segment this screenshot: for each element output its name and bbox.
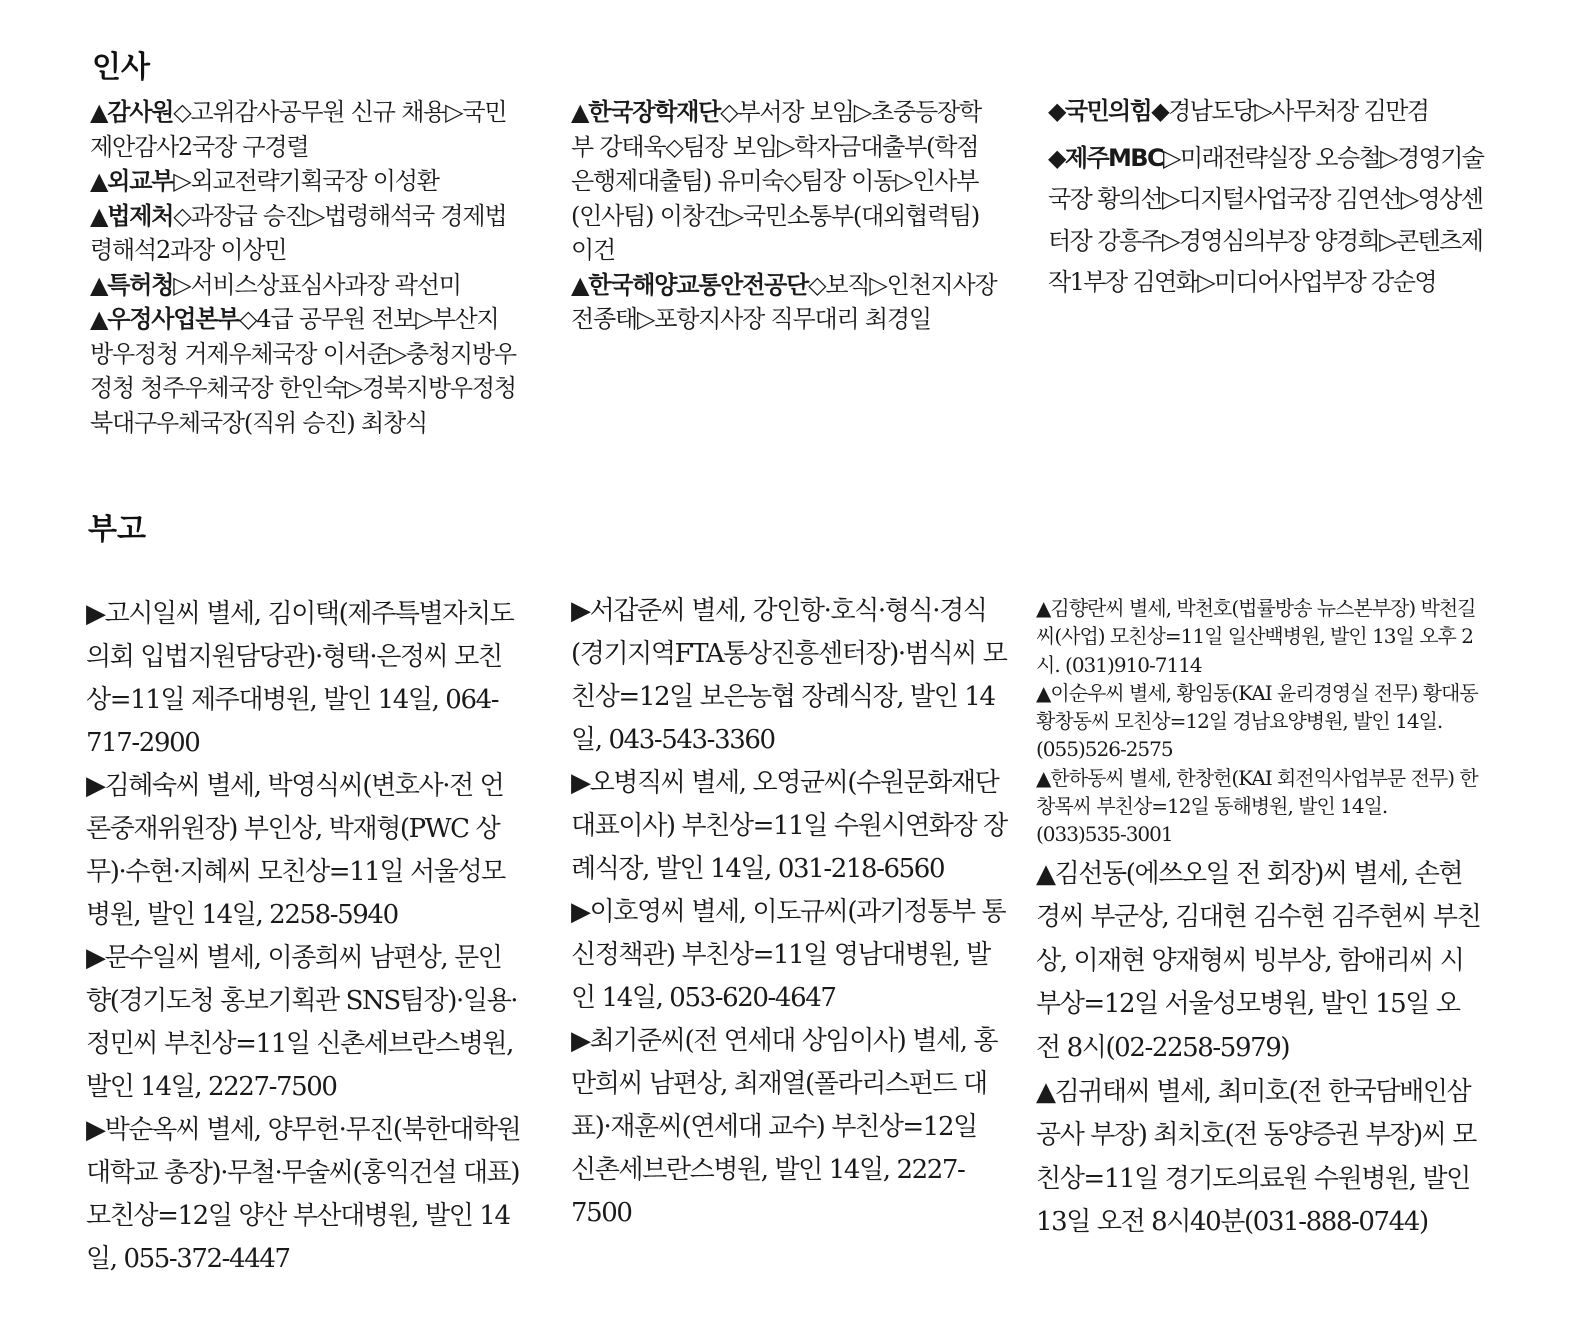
entry-text: ▷서비스상표심사과장 곽선미: [173, 270, 461, 299]
obituary-entry: ▶문수일씨 별세, 이종희씨 남편상, 문인향(경기도청 홍보기획관 SNS팀장)·일용·정민씨 부친상=11일 신촌세브란스병원, 발인 14일, 2227-7500: [86, 943, 518, 1102]
org-name: 한국해양교통안전공단: [588, 270, 809, 299]
personnel-column-3: [1048, 91, 1488, 309]
personnel-column-2: [571, 95, 999, 337]
personnel-entry: ▲감사원◇고위감사공무원 신규 채용▷국민제안감사2국장 구경렬: [90, 98, 507, 161]
entry-text: ▷외교전략기획국장 이성환: [173, 167, 439, 195]
obituary-entry: ▶이호영씨 별세, 이도규씨(과기정통부 통신정책관) 부친상=11일 영남대병원, 발인 14일, 053-620-4647: [571, 897, 1006, 1013]
obituary-entry: ▲김선동(에쓰오일 전 회장)씨 별세, 손현경씨 부군상, 김대현 김수현 김주현씨 부친상, 이재현 양재형씨 빙부상, 함애리씨 시부상=12일 서울성모병원, 발인 15일 오전 8시(02-2258-5979): [1036, 858, 1481, 1064]
personnel-entry: ◆제주MBC▷미래전략실장 오승철▷경영기술국장 황의선▷디지털사업국장 김연선▷영상센터장 강흥주▷경영심의부장 양경희▷콘텐츠제작1부장 김연화▷미디어사업부장 강순영: [1048, 143, 1484, 296]
org-name: 우정사업본부: [107, 305, 240, 333]
org-name: 법제처: [107, 201, 174, 230]
obituary-column-3: [1036, 594, 1482, 1245]
obituary-entry: ▶박순옥씨 별세, 양무헌·무진(북한대학원대학교 총장)·무철·무술씨(홍익건설 대표) 모친상=12일 양산 부산대병원, 발인 14일, 055-372-4447: [86, 1115, 521, 1274]
personnel-entry: ◆국민의힘◆경남도당▷사무처장 김만겸: [1048, 97, 1429, 125]
org-name: 한국장학재단: [588, 98, 721, 126]
personnel-column-1: [90, 95, 518, 440]
personnel-entry: ▲한국장학재단◇부서장 보임▷초중등장학부 강태욱◇팀장 보임▷학자금대출부(학점은행제대출팀) 유미숙◇팀장 이동▷인사부(인사팀) 이창건▷국민소통부(대외협력팀) 이건: [571, 98, 981, 264]
personnel-title: 인사: [92, 50, 150, 85]
obituary-entry: ▲이순우씨 별세, 황임동(KAI 윤리경영실 전무) 황대동 황창동씨 모친상=12일 경남요양병원, 발인 14일. (055)526-2575: [1036, 680, 1478, 762]
personnel-entry: ▲외교부▷외교전략기획국장 이성환: [90, 167, 439, 195]
obituary-column-1: [86, 593, 522, 1281]
org-name: 외교부: [107, 167, 174, 195]
obituary-title: 부고: [88, 512, 146, 547]
obituary-entry: ▲김귀태씨 별세, 최미호(전 한국담배인삼공사 부장) 최치호(전 동양증권 부장)씨 모친상=11일 경기도의료원 수원병원, 발인 13일 오전 8시40분(031-888-0744): [1036, 1076, 1477, 1238]
org-name: 제주MBC: [1064, 143, 1164, 172]
personnel-entry: ▲우정사업본부◇4급 공무원 전보▷부산지방우정청 거제우체국장 이서준▷충청지방우정청 청주우체국장 한인숙▷경북지방우정청 북대구우체국장(직위 승진) 최창식: [90, 305, 516, 437]
personnel-entry: ▲한국해양교통안전공단◇보직▷인천지사장 전종태▷포항지사장 직무대리 최경일: [571, 270, 997, 333]
obituary-entry: ▶김혜숙씨 별세, 박영식씨(변호사·전 언론중재위원장) 부인상, 박재형(PWC 상무)·수현·지혜씨 모친상=11일 서울성모병원, 발인 14일, 2258-5940: [86, 771, 505, 930]
obituary-entry: ▲한하동씨 별세, 한창헌(KAI 회전익사업부문 전무) 한창목씨 부친상=12일 동해병원, 발인 14일. (033)535-3001: [1036, 765, 1478, 847]
entry-text: ◆경남도당▷사무처장 김만겸: [1151, 97, 1429, 125]
obituary-large-group: [1036, 853, 1482, 1245]
org-name: 국민의힘: [1064, 97, 1152, 125]
org-name: 특허청: [107, 270, 174, 299]
obituary-column-2: [571, 590, 1007, 1235]
entry-text: ◇과장급 승진▷법령해석국 경제법령해석2과장 이상민: [90, 201, 507, 264]
obituary-entry: ▲김향란씨 별세, 박천호(법률방송 뉴스본부장) 박천길씨(사업) 모친상=11일 일산백병원, 발인 13일 오후 2시. (031)910-7114: [1036, 596, 1476, 677]
entry-text: ◇부서장 보임▷초중등장학부 강태욱◇팀장 보임▷학자금대출부(학점은행제대출팀) 유미숙◇팀장 이동▷인사부(인사팀) 이창건▷국민소통부(대외협력팀) 이건: [571, 98, 981, 264]
org-name: 감사원: [107, 98, 174, 126]
entry-text: ◇고위감사공무원 신규 채용▷국민제안감사2국장 구경렬: [90, 98, 507, 161]
obituary-entry: ▶오병직씨 별세, 오영균씨(수원문화재단 대표이사) 부친상=11일 수원시연화장 장례식장, 발인 14일, 031-218-6560: [571, 768, 1007, 884]
entry-text: ◇4급 공무원 전보▷부산지방우정청 거제우체국장 이서준▷충청지방우정청 청주우체국장 한인숙▷경북지방우정청 북대구우체국장(직위 승진) 최창식: [90, 305, 516, 437]
personnel-entry: ▲법제처◇과장급 승진▷법령해석국 경제법령해석2과장 이상민: [90, 201, 507, 264]
personnel-entry: ▲특허청▷서비스상표심사과장 곽선미: [90, 270, 461, 299]
obituary-entry: ▶서갑준씨 별세, 강인항·호식·형식·경식(경기지역FTA통상진흥센터장)·범식씨 모친상=12일 보은농협 장례식장, 발인 14일, 043-543-3360: [571, 596, 1007, 755]
entry-text: ◇보직▷인천지사장 전종태▷포항지사장 직무대리 최경일: [571, 270, 997, 333]
obituary-small-group: [1036, 594, 1482, 849]
entry-text: ▷미래전략실장 오승철▷경영기술국장 황의선▷디지털사업국장 김연선▷영상센터장 강흥주▷경영심의부장 양경희▷콘텐츠제작1부장 김연화▷미디어사업부장 강순영: [1048, 143, 1484, 296]
obituary-entry: ▶최기준씨(전 연세대 상임이사) 별세, 홍만희씨 남편상, 최재열(폴라리스펀드 대표)·재훈씨(연세대 교수) 부친상=12일 신촌세브란스병원, 발인 14일, 2227-7500: [571, 1026, 998, 1228]
obituary-entry: ▶고시일씨 별세, 김이택(제주특별자치도의회 입법지원담당관)·형택·은정씨 모친상=11일 제주대병원, 발인 14일, 064-717-2900: [86, 599, 514, 758]
